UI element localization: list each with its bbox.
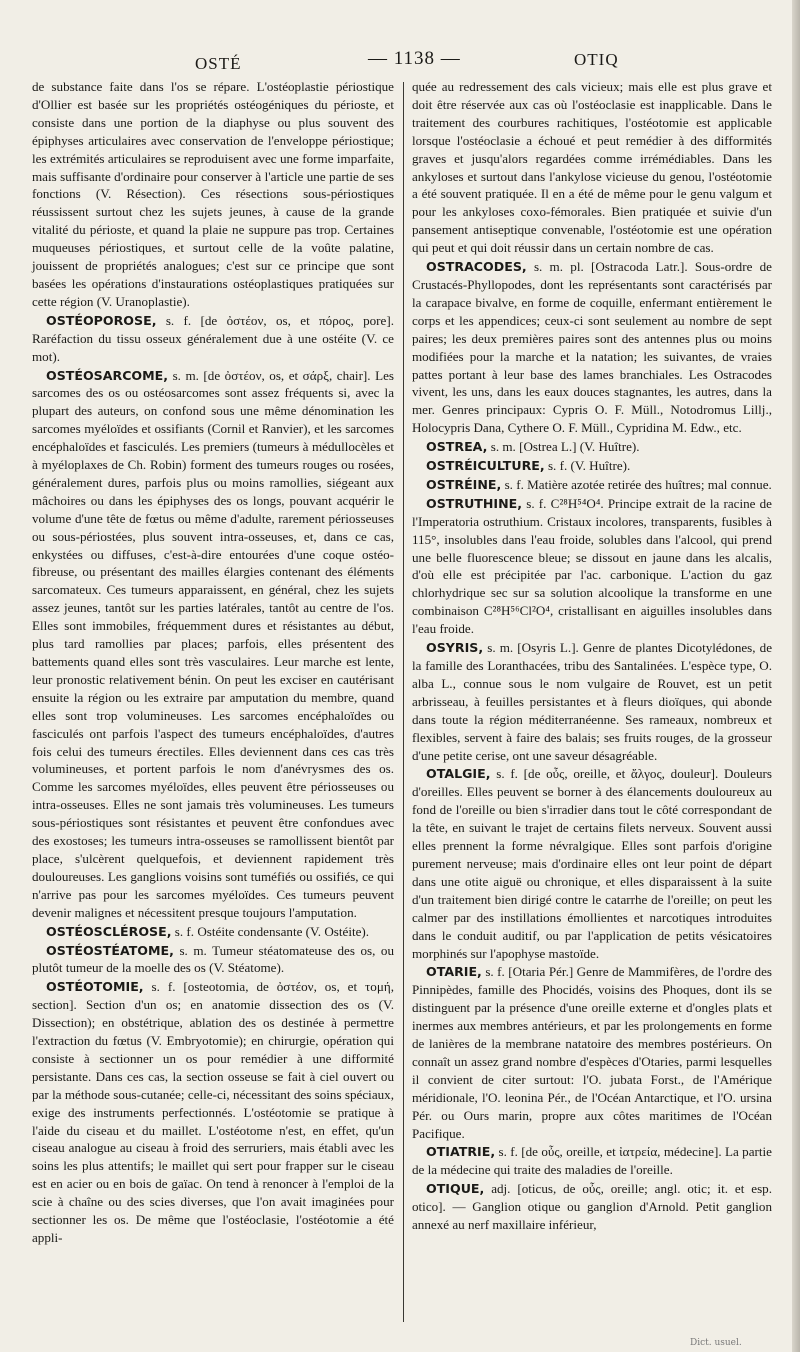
entry-text: s. f. (V. Huître).	[547, 458, 631, 474]
running-header	[0, 48, 800, 78]
page-edge	[792, 0, 800, 1352]
entry-text: s. f. [de οὖς, oreille, et ἄλγος, douleur]. Douleurs d'oreilles. Elles peuvent se borner à des élancements douloureux au fond de l'oreille ou bien s'irradier dans tout le côté correspondant de la tête, en suivant le trajet de certains filets nerveux. Souvent aussi elles prennent la forme névralgique. Elles sont parfois d'origine purement nerveuse; mais d'ordinaire elles ont leur point de départ dans une otite aiguë ou chronique, et elles disparaissent à la suite d'un traitement bien dirigé contre le catarrhe de l'oreille; on peut les calmer par des instillations émollientes et narcotiques introduites dans le conduit auditif, ou par l'application de petits vésicatoires morphinés sur l'apophyse mastoïde.	[412, 766, 773, 961]
dictionary-entry	[412, 639, 772, 764]
dictionary-entry	[412, 495, 772, 638]
header-left-guide-word: OSTÉ	[195, 54, 242, 73]
dictionary-entry	[412, 457, 772, 475]
entry-text: s. f. [osteotomia, de ὀστέον, os, et τομή, section]. Section d'un os; en anatomie dissection des os (V. Dissection); en obstétrique, ablation des os destinée à permettre l'extraction du fœtus (V. Embryotomie); en chirurgie, opération qui consiste à sectionner un os pour remédier à une difformité persistante. Dans ces cas, la section osseuse se fait à ciel ouvert ou par la méthode sous-cutanée; celle-ci, nécessitant des soins spéciaux, exige des instruments perfectionnés. L'ostéotomie se pratique à l'aide du ciseau et du maillet. L'ostéotome n'est, en effet, qu'un ciseau analogue au ciseau à froid des serruriers, mais établi avec les soins les plus attentifs; le maillet qui sert pour frapper sur le ciseau est en acier ou en bois de gaïac. On tend à renoncer à l'emploi de la scie à chaîne ou des scies diverses, que l'on avait imaginées pour sectionner les os. De même que l'ostéoclasie, l'ostéotomie a été appli-	[32, 979, 394, 1245]
entry-text: s. f. Matière azotée retirée des huîtres; mal connue.	[504, 476, 772, 492]
entry-headword: OSTÉOSARCOME,	[46, 367, 169, 383]
entry-text: s. m. [de ὀστέον, os, et σάρξ, chair]. Les sarcomes des os ou ostéosarcomes sont assez fréquents si, avec la plupart des auteurs, on confond sous une même dénomination les sarcomes myéloïdes et ossifiants (Cornil et Ranvier), et les sarcomes encéphaloïdes et fasciculés. Les premiers (tumeurs à médullocèles et à myéloplaxes de Ch. Robin) forment des tumeurs rouges ou rosées, généralement dures, parfois plus ou moins ramollies, siégeant aux mâchoires ou dans les épiphyses des os longs, pouvant acquérir le volume d'une tête de fœtus ou même d'adulte, rarement périosseuses ou sous-périostées, plus souvent intra-osseuses, et, dans ce cas, enkystées ou diffuses, c'est-à-dire entourées d'une coque ostéo-fibreuse, ou présentant des mailles élargies contenant des éléments sarcomateux. Ces tumeurs apparaissent, en général, chez les sujets assez jeunes, tantôt sur les parties latérales, tantôt au centre de l'os. Elles sont immobiles, fréquemment dures et résistantes au début, plus tard ramollies par places; parfois, elles présentent des battements quand elles sont très vasculaires. Leur marche est lente, leur pronostic relativement bénin. On peut les exciser en cautérisant ensuite la région ou les extraire par amputation du membre, quand elles sont trop volumineuses. Les sarcomes encéphaloïdes ou fasciculés ont parfois l'aspect des tumeurs encéphaloïdes, d'autres fois celui des tumeurs érectiles. Elles deviennent dans ces cas très volumineuses, et portent parfois le nom d'anévrysmes des os. Comme les sarcomes myéloïdes, elles peuvent être périosseuses ou intra-osseuses. Elles ne sont jamais très volumineuses. Les tumeurs sous-périostiques sont résistantes et peuvent être confondues avec des exostoses; les tumeurs intra-osseuses se ramollissent bientôt par place, s'ulcèrent quelquefois, et deviennent rapidement très douloureuses. Les ganglions voisins sont tuméfiés ou ossifiés, ce qui n'arrive pas pour les sarcomes myéloïdes. Ces tumeurs peuvent devenir malignes et nécessitent presque toujours l'amputation.	[32, 367, 394, 920]
entry-headword: OSTRUTHINE,	[426, 495, 523, 511]
header-right-guide-word: OTIQ	[574, 50, 619, 69]
dictionary-entry	[32, 312, 394, 366]
entry-text: s. f. [Otaria Pér.] Genre de Mammifères, de l'ordre des Pinnipèdes, famille des Phocidés, voisins des Phoques, dont ils se distinguent par la présence d'une oreille externe et d'ongles plats et inermes aux membres antérieurs, et par les prolongements en forme de lanières de la membrane natatoire des membres postérieurs. On connaît un assez grand nombre d'espèces d'Otaries, parmi lesquelles il convient de citer surtout: l'O. jubata Forst., de l'Amérique méridionale, l'O. leonina Pér., de l'Océan Antarctique, et l'O. ursina Pér. ou Ours marin, propre aux côtes maritimes de l'Océan Pacifique.	[412, 964, 773, 1141]
entry-text: s. m. Tumeur stéatomateuse des os, ou plutôt tumeur de la moelle des os (V. Stéatome).	[32, 942, 394, 976]
dictionary-entry	[412, 765, 772, 962]
entry-text: s. f. Ostéite condensante (V. Ostéite).	[174, 923, 370, 939]
entry-headword: OSTÉOPOROSE,	[46, 312, 157, 328]
entry-headword: OTIQUE,	[426, 1181, 485, 1197]
dictionary-entry	[32, 923, 394, 941]
entry-continuation	[32, 78, 394, 311]
entry-text: adj. [oticus, de οὖς, oreille; angl. otic; it. et esp. otico]. — Ganglion otique ou ganglion d'Arnold. Petit ganglion annexé au nerf maxillaire inférieur,	[412, 1181, 772, 1233]
dictionary-entry	[412, 258, 772, 437]
entry-headword: OTALGIE,	[426, 766, 491, 782]
entry-headword: OSTÉOSCLÉROSE,	[46, 923, 172, 939]
dictionary-entry	[412, 1143, 772, 1179]
entry-headword: OSTRÉINE,	[426, 476, 502, 492]
entry-headword: OTARIE,	[426, 964, 482, 980]
column-divider	[403, 82, 404, 1322]
entry-headword: OSTÉOSTÉATOME,	[46, 942, 174, 958]
entry-text: s. m. [Ostrea L.] (V. Huître).	[490, 439, 640, 455]
dictionary-entry	[412, 1180, 772, 1234]
dictionary-entry	[32, 367, 394, 922]
left-column	[32, 78, 394, 1248]
entry-headword: OTIATRIE,	[426, 1144, 496, 1160]
entry-headword: OSYRIS,	[426, 640, 484, 656]
entry-text: quée au redressement des cals vicieux; mais elle est plus grave et doit être réservée aux cas où l'ostéoclasie est inapplicable. Dans le traitement des courbures rachitiques, l'ostéotomie est applicable lorsque l'ostéoclasie a échoué et peut remédier à des difformités graves et jusqu'alors regardées comme irrémédiables. Dans les ankyloses et surtout dans l'ankylose vicieuse du genou, l'ostéotomie a été souvent pratiquée. Il en a été de même pour le genu valgum et pour les ankyloses coxo-fémorales. Bien pratiquée et suivie d'un pansement antiseptique convenable, l'ostéotomie est une opération qui peut et qui doit réussir dans un certain nombre de cas.	[412, 79, 772, 256]
entry-text: s. f. [de οὖς, oreille, et ἰατρεία, médecine]. La partie de la médecine qui traite des maladies de l'oreille.	[412, 1144, 772, 1178]
right-column	[412, 78, 772, 1235]
entry-headword: OSTRACODES,	[426, 259, 527, 275]
entry-continuation	[412, 78, 772, 257]
dictionary-entry	[32, 978, 394, 1247]
page-number: — 1138 —	[368, 48, 461, 69]
entry-text: s. f. C²⁸H⁵⁴O⁴. Principe extrait de la racine de l'Imperatoria ostruthium. Cristaux incolores, transparents, fusibles à 115°, insolubles dans l'eau froide, solubles dans l'alcool, qui prend une belle fluorescence bleue; se dissout en jaune dans les alcalis, d'où elle est précipitée par l'ac. carbonique. L'action du gaz chlorhydrique sec sur sa solution alcoolique la transforme en une combinaison C²⁸H⁵⁶Cl²O⁴, cristallisant en aiguilles insolubles dans l'eau froide.	[412, 495, 772, 637]
entry-text: s. m. pl. [Ostracoda Latr.]. Sous-ordre de Crustacés-Phyllopodes, dont les représentants sont caractérisés par la carapace bivalve, en forme de coquille, enfermant entièrement le corps et les appendices; ceux-ci sont seulement au nombre de sept paires; les deux premières paires sont des antennes plus ou moins modifiées pour la marche et la natation; les suivantes, de vraies pattes portant à leur base des lames branchiales. Les Ostracodes vivent, les uns, dans les eaux douces stagnantes, les autres, dans la mer. Genres principaux: Cypris O. F. Müll., Notodromus Lillj., Holocypris Dana, Cythere O. F. Müll., Cypridina M. Edw., etc.	[412, 259, 772, 436]
entry-text: de substance faite dans l'os se répare. L'ostéoplastie périostique d'Ollier est basée sur les propriétés ostéogéniques du périoste, et consiste dans une portion de la diaphyse ou plus souvent des épiphyses articulaires avec conservation de l'enveloppe périostique; les extrémités articulaires se reproduisent avec une forme imparfaite, mais suffisante d'ordinaire pour conserver à l'article une partie de ses fonctions (V. Résection). Ces résections sous-périostiques réussissent surtout chez les sujets jeunes, à cause de la grande vitalité du périoste, et quand la plaie ne suppure pas trop. Certaines muqueuses périostiques, et surtout celle de la voûte palatine, jouissent de propriétés analogues; c'est sur ce principe que sont basées les opérations d'instaurations ostéoplastiques pratiquées sur cette région (V. Uranoplastie).	[32, 79, 394, 309]
dictionary-entry	[412, 476, 772, 494]
entry-text: s. m. [Osyris L.]. Genre de plantes Dicotylédones, de la famille des Loranthacées, tribu des Santalinées. L'espèce type, O. alba L., connue sous le nom vulgaire de Rouvet, est un petit arbrisseau, à feuilles persistantes et à fleurs dioïques, qui abonde dans toute la région méditerranéenne. Ses rameaux, nombreux et flexibles, servent à faire des balais; ses fruits rouges, de la grosseur d'une petite cerise, ont une saveur désagréable.	[412, 640, 773, 763]
dictionary-entry	[412, 438, 772, 456]
entry-headword: OSTREA,	[426, 439, 488, 455]
entry-headword: OSTRÉICULTURE,	[426, 458, 545, 474]
footer-note: Dict. usuel.	[690, 1338, 742, 1348]
entry-text: s. f. [de ὀστέον, os, et πόρος, pore]. Raréfaction du tissu osseux généralement due à une ostéite (V. ce mot).	[32, 312, 394, 364]
dictionary-entry	[32, 942, 394, 978]
entry-headword: OSTÉOTOMIE,	[46, 979, 144, 995]
dictionary-entry	[412, 963, 772, 1142]
